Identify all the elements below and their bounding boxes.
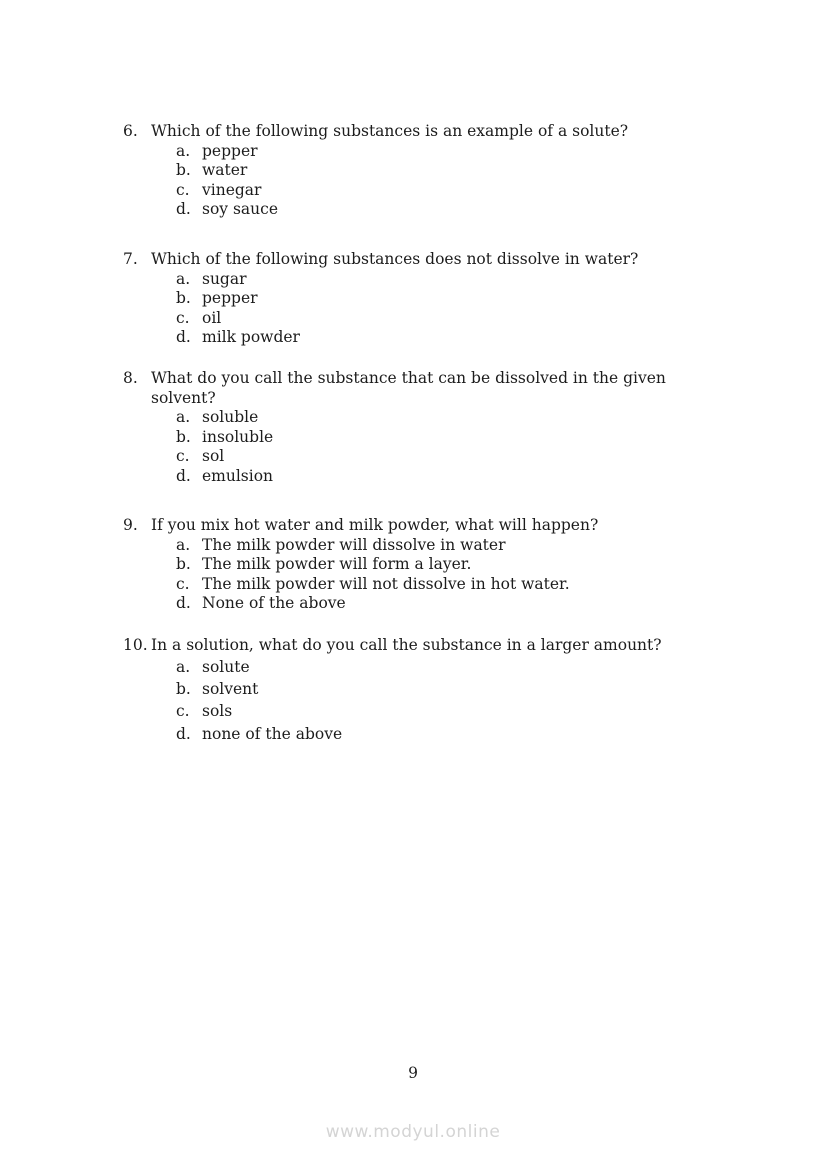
- option-text: solvent: [202, 680, 259, 698]
- option-item: [121, 270, 701, 290]
- option-text: sols: [202, 702, 233, 721]
- option-text: solute: [202, 657, 250, 676]
- option-letter: c.: [176, 308, 190, 327]
- question-number: 10.: [123, 636, 148, 654]
- option-letter: b.: [176, 289, 191, 308]
- option-list: [121, 408, 701, 486]
- option-letter: d.: [176, 466, 191, 485]
- watermark-text: www.modyul.online: [325, 1122, 501, 1142]
- option-letter: d.: [176, 200, 191, 219]
- option-list: [121, 270, 701, 348]
- option-letter: d.: [176, 328, 191, 347]
- option-letter: b.: [176, 161, 191, 180]
- question-text: What do you call the substance that can be dissolved in the given: [151, 369, 666, 387]
- option-text: vinegar: [202, 180, 262, 199]
- option-item: [121, 408, 701, 428]
- option-text: water: [202, 161, 248, 180]
- option-text: emulsion: [202, 466, 274, 485]
- option-item: [121, 142, 701, 162]
- option-item: [121, 309, 701, 329]
- option-text: The milk powder will not dissolve in hot water.: [202, 574, 570, 593]
- option-letter: a.: [176, 269, 191, 288]
- option-text: The milk powder will form a layer.: [202, 555, 472, 574]
- option-item: [121, 467, 701, 487]
- option-text: The milk powder will dissolve in water: [202, 535, 506, 554]
- option-item: [121, 328, 701, 348]
- option-text: sugar: [202, 269, 247, 288]
- question-item: [121, 122, 701, 220]
- option-item: [121, 723, 701, 745]
- option-text: pepper: [202, 141, 258, 160]
- option-item: [121, 656, 701, 678]
- option-text: soy sauce: [202, 200, 279, 219]
- question-item: [121, 250, 701, 348]
- option-text: pepper: [202, 289, 258, 308]
- option-list: [121, 142, 701, 220]
- option-text: milk powder: [202, 328, 300, 347]
- option-letter: a.: [176, 535, 191, 554]
- option-item: [121, 594, 701, 614]
- option-text: None of the above: [202, 594, 346, 613]
- option-text: soluble: [202, 408, 259, 427]
- option-text: oil: [202, 308, 222, 327]
- option-item: [121, 161, 701, 181]
- option-letter: a.: [176, 657, 191, 676]
- page-number: 9: [408, 1064, 418, 1082]
- option-item: [121, 678, 701, 700]
- question-line: [121, 122, 701, 142]
- option-letter: b.: [176, 427, 191, 446]
- question-line: [121, 516, 701, 536]
- question-item: [121, 369, 701, 487]
- option-item: [121, 289, 701, 309]
- question-line: [121, 636, 701, 656]
- option-text: none of the above: [202, 724, 343, 743]
- option-text: insoluble: [202, 427, 274, 446]
- question-text: In a solution, what do you call the substance in a larger amount?: [151, 636, 662, 654]
- option-item: [121, 700, 701, 722]
- option-item: [121, 536, 701, 556]
- option-item: [121, 447, 701, 467]
- question-number: 7.: [123, 250, 138, 268]
- option-letter: b.: [176, 555, 191, 574]
- option-item: [121, 575, 701, 595]
- option-item: [121, 200, 701, 220]
- question-text: Which of the following substances does not dissolve in water?: [151, 250, 639, 268]
- question-line: [121, 369, 701, 389]
- option-letter: d.: [176, 594, 191, 613]
- question-number: 9.: [123, 516, 138, 534]
- question-text-line2: solvent?: [151, 388, 216, 407]
- question-text: Which of the following substances is an example of a solute?: [151, 122, 629, 140]
- question-number: 6.: [123, 122, 138, 140]
- option-letter: a.: [176, 141, 191, 160]
- option-letter: c.: [176, 447, 190, 466]
- option-letter: b.: [176, 680, 191, 698]
- question-text: If you mix hot water and milk powder, what will happen?: [151, 516, 599, 534]
- option-list: [121, 656, 701, 746]
- question-number: 8.: [123, 369, 138, 387]
- option-letter: d.: [176, 724, 191, 743]
- option-item: [121, 428, 701, 448]
- question-item: [121, 516, 701, 614]
- option-letter: c.: [176, 574, 190, 593]
- question-item: [121, 636, 701, 745]
- option-item: [121, 555, 701, 575]
- question-line: [121, 250, 701, 270]
- option-letter: c.: [176, 702, 190, 721]
- option-letter: c.: [176, 180, 190, 199]
- option-letter: a.: [176, 408, 191, 427]
- option-item: [121, 181, 701, 201]
- option-list: [121, 536, 701, 614]
- option-text: sol: [202, 447, 225, 466]
